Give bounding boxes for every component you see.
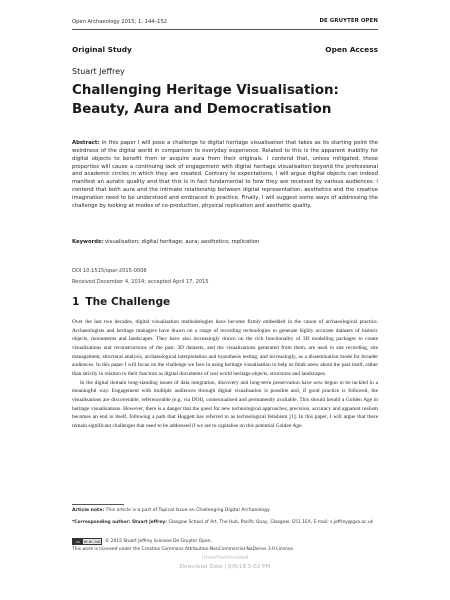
- license-line: This work is licensed under the Creative Commons Attribution-NonCommercial-NoDerivs 3.0 License.: [72, 547, 295, 552]
- title-line-1: Challenging Heritage Visualisation:: [72, 83, 339, 98]
- abstract-label: Abstract:: [72, 140, 100, 146]
- article-note: [72, 508, 378, 513]
- abstract-text: In this paper I will pose a challenge to digital heritage visualisation that takes as its starting point the weirdness of the digital world in comparison to everyday experience. Related to this is the apparent inability for digital objects to benefit from or acquire aura from their originals. I contend that, unless mitigated, these properties will cause a continuing lack of engagement with digital heritage visualisation beyond the professional and academic circles in which they are created. Contrary to expectations, I will argue digital objects can indeed manifest an auratic quality and that this is in fact fundamental to how they are received by various audiences. I contend that both aura and the intimate relationship between digital representation, aesthetics and the creative imagination need to be understood and embraced in practice. Finally, I will suggest some ways of addressing the challenge by looking at modes of co-production, physical replication and aesthetic quality.: [72, 140, 379, 209]
- article-title: [72, 82, 392, 119]
- received-dates: Received December 4, 2014; accepted April 17, 2015: [72, 279, 209, 285]
- cc-icon: cc: [73, 539, 83, 544]
- section-heading: [72, 296, 170, 308]
- keywords-text: visualisation; digital heritage; aura; aesthetics; replication: [104, 239, 260, 245]
- keywords-label: Keywords:: [72, 239, 104, 245]
- body-text: [72, 318, 378, 431]
- article-note-text: This article is a part of Topical Issue on Challenging Digital Archaeology.: [105, 508, 271, 513]
- keywords: [72, 239, 378, 247]
- footnote-divider: [72, 504, 124, 505]
- section-number: 1: [72, 296, 80, 308]
- publisher-logo-text: DE GRUYTER OPEN: [319, 18, 378, 24]
- creative-commons-badge: [72, 538, 102, 545]
- copyright-line: © 2015 Stuart Jeffrey licensee De Gruyter Open.: [105, 539, 212, 544]
- abstract: [72, 140, 378, 211]
- corresponding-author: [72, 520, 382, 525]
- watermark-status: Unauthenticated: [201, 555, 249, 561]
- watermark-date: Download Date | 6/6/18 5:02 PM: [179, 564, 271, 570]
- title-line-2: Beauty, Aura and Democratisation: [72, 101, 332, 117]
- doi: DOI 10.1515/opar-2015-0008: [72, 268, 147, 274]
- section-title: The Challenge: [85, 296, 171, 308]
- article-type: Original Study: [72, 45, 132, 54]
- paragraph-1: Over the last two decades, digital visualisation methodologies have become firmly embedded in the canon of archaeological practice. Archaeologists and heritage managers have drawn on a range of recording technologies to generate highly accurate datasets of historic objects, monuments and landscapes. They have also increasingly drawn on the rich functionality of 3D modelling packages to create visualisations and reconstructions of the past. 3D datasets, and the visualisations generated from them, are used in site recording, site management, structural analysis, archaeological interpretation and hypothesis testing, and increasingly, as a dissemination mode for broader audiences. In this paper I will focus on the challenge we face in using heritage visualisation to help us think anew about the past itself, rather than strictly in relation to their function as digital documents of real world heritage objects, structures and landscapes.: [72, 319, 378, 377]
- corresponding-author-label: *Corresponding author: Stuart Jeffrey:: [72, 520, 168, 525]
- article-note-label: Article note:: [72, 508, 105, 513]
- open-access-label: Open Access: [325, 45, 378, 54]
- cc-terms: BY-NC-ND: [83, 540, 101, 544]
- journal-citation: Open Archaeology 2015; 1: 144–152: [72, 19, 168, 25]
- corresponding-author-text: Glasgow School of Art, The Hub, Pacific Quay, Glasgow, G51 1EA, E-mail: s.jeffrey@gsa.ac.uk: [168, 520, 374, 525]
- header-divider: [72, 29, 378, 30]
- author-name: Stuart Jeffrey: [72, 67, 125, 76]
- paragraph-2: In the digital domain long-standing issues of data integration, discovery and long-term preservation have now begun to be tackled in a meaningful way. Engagement with multiple audiences through digital visualisation is possible and, if good practice is followed, the visualisations are discoverable, referenceable (e.g. via DOI), contextualised and permanently available. This should herald a Golden Age in heritage visualisations. However, there is a danger that the quest for new technological approaches, precision, accuracy and apparent realism becomes an end in itself, following a path that Huggett has referred to as technological fetishism [1]. In this paper, I will argue that there remain significant challenges that need to be addressed if we are to capitalise on this potential Golden Age.: [72, 379, 378, 429]
